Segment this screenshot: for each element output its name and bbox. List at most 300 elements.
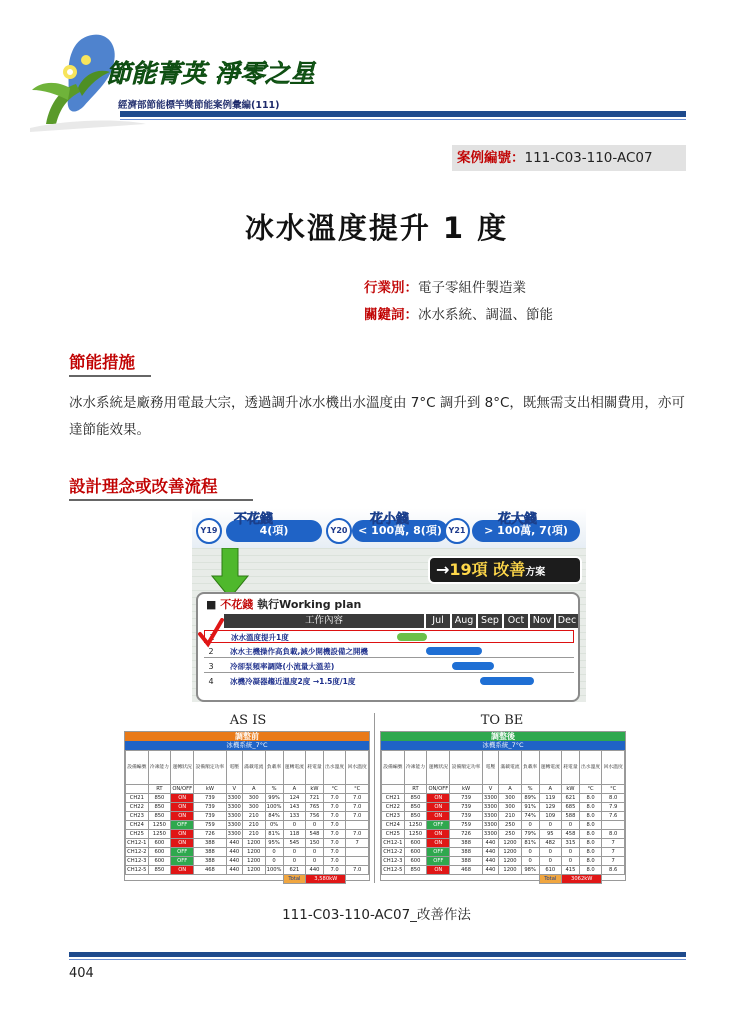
unit-cell: A xyxy=(283,785,306,794)
cost-pill-none: 4(項) xyxy=(226,520,322,542)
unit-cell xyxy=(126,785,149,794)
table-cell: 8.6 xyxy=(602,866,625,875)
table-cell: 74% xyxy=(521,812,539,821)
unit-cell: ON/OFF xyxy=(428,786,449,792)
table-cell: 1250 xyxy=(404,821,427,830)
table-cell: CH23 xyxy=(382,812,405,821)
unit-cell: kW xyxy=(450,785,482,794)
table-cell: 8.0 xyxy=(579,803,602,812)
table-row xyxy=(382,857,625,866)
table-cell: 850 xyxy=(148,866,171,875)
table-cell: 91% xyxy=(521,803,539,812)
table-cell: 7.0 xyxy=(323,848,346,857)
col-header-month: Jul xyxy=(426,614,450,628)
table-cell: 8.0 xyxy=(579,830,602,839)
status-cell: ON xyxy=(171,803,194,812)
logo-title: 節能菁英 淨零之星 xyxy=(106,59,315,88)
status-cell: ON xyxy=(427,839,450,848)
cost-label-none: 不花錢 xyxy=(234,512,274,527)
working-plan-panel xyxy=(196,592,580,702)
table-cell: 1200 xyxy=(499,857,522,866)
header-rule-thin xyxy=(120,119,686,120)
table-cell: CH22 xyxy=(382,803,405,812)
table-cell: 0 xyxy=(539,857,562,866)
table-cell: 0 xyxy=(521,857,539,866)
table-row xyxy=(126,821,369,830)
working-plan-row xyxy=(204,630,574,643)
unit-cell: °C xyxy=(579,785,602,794)
unit-cell: °C xyxy=(323,785,346,794)
table-cell: 1200 xyxy=(242,839,265,848)
table-cell: 739 xyxy=(194,794,226,803)
empty-cell xyxy=(499,875,522,884)
table-cell: 3300 xyxy=(227,822,241,828)
table-cell: 0 xyxy=(562,848,580,857)
table-cell: CH24 xyxy=(126,821,149,830)
table-cell: 8.0 xyxy=(579,866,602,875)
header-rule xyxy=(120,111,686,117)
table-cell: 388 xyxy=(194,839,226,848)
table-cell: 8.0 xyxy=(579,857,602,866)
table-cell: 89% xyxy=(521,794,539,803)
task-number: 4 xyxy=(208,677,214,686)
table-cell: 0 xyxy=(265,857,283,866)
table-cell: 600 xyxy=(148,848,171,857)
table-cell: 250 xyxy=(499,821,522,830)
table-cell: 388 xyxy=(450,857,482,866)
table-cell: 8.0 xyxy=(579,839,602,848)
table-cell: 8.0 xyxy=(579,821,602,830)
table-cell: 388 xyxy=(450,848,482,857)
table-cell: 7.9 xyxy=(602,803,625,812)
table-cell: 600 xyxy=(148,839,171,848)
column-header: 設備額定功率 xyxy=(194,751,226,785)
table-cell: CH25 xyxy=(382,830,405,839)
total-value: 3062kW xyxy=(562,875,602,884)
table-cell: 1200 xyxy=(242,848,265,857)
table-cell: 7.0 xyxy=(323,812,346,821)
table-cell: 99% xyxy=(265,794,283,803)
table-cell: 8.0 xyxy=(579,848,602,857)
table-cell xyxy=(346,848,369,857)
case-number-box xyxy=(452,145,686,171)
table-cell: 739 xyxy=(194,812,226,821)
table-cell: CH12-3 xyxy=(127,858,147,864)
working-plan-title-text: 執行Working plan xyxy=(257,598,362,611)
working-plan-figure xyxy=(192,508,586,702)
column-header: 電壓 xyxy=(482,751,498,785)
before-table-title: 調整前 xyxy=(125,732,369,741)
table-cell: 739 xyxy=(450,803,482,812)
table-unit-row xyxy=(382,785,625,794)
table-cell: CH25 xyxy=(126,830,149,839)
table-cell: 7.0 xyxy=(323,857,346,866)
table-cell: 850 xyxy=(404,794,427,803)
total-value: 3,580kW xyxy=(306,875,346,884)
section-underline xyxy=(69,499,253,501)
task-name: 冰水主機操作高負載,減少開機設備之開機 xyxy=(230,647,368,656)
column-header: 冷凍能力 xyxy=(404,751,427,785)
empty-cell xyxy=(242,875,265,884)
before-data-table xyxy=(125,750,369,884)
column-header: 運轉電流 xyxy=(283,751,306,785)
table-cell: 7.0 xyxy=(346,812,369,821)
table-cell: 0% xyxy=(265,821,283,830)
arrow-right-icon: → xyxy=(436,560,450,579)
table-cell: 721 xyxy=(306,794,324,803)
unit-cell: kW xyxy=(562,785,580,794)
table-cell: 84% xyxy=(265,812,283,821)
unit-cell: V xyxy=(482,785,498,794)
col-header-month: Nov xyxy=(530,614,554,628)
task-name: 冰機冷凝器趨近溫度2度 →1.5度/1度 xyxy=(230,677,356,686)
table-cell: 458 xyxy=(562,830,580,839)
section-heading-design: 設計理念或改善流程 xyxy=(69,477,218,496)
table-cell: 600 xyxy=(148,857,171,866)
empty-cell xyxy=(382,875,405,884)
table-divider xyxy=(374,713,375,883)
table-cell: CH23 xyxy=(126,812,149,821)
unit-cell: RT xyxy=(148,785,171,794)
status-cell: OFF xyxy=(427,821,450,830)
unit-cell: ON/OFF xyxy=(172,786,193,792)
task-name: 冰水溫度提升1度 xyxy=(231,633,289,642)
unit-cell: % xyxy=(521,785,539,794)
table-cell: 600 xyxy=(404,848,427,857)
table-cell: 3300 xyxy=(483,804,498,810)
table-cell: 440 xyxy=(482,857,498,866)
table-cell: 440 xyxy=(482,866,498,875)
table-cell: 440 xyxy=(482,839,498,848)
table-cell: 100% xyxy=(266,867,282,873)
column-header: 耗電量 xyxy=(306,751,324,785)
table-cell: 150 xyxy=(306,839,324,848)
table-cell: 440 xyxy=(226,848,242,857)
column-header: 負載率 xyxy=(265,751,283,785)
table-cell: 81% xyxy=(265,830,283,839)
table-cell: 1200 xyxy=(242,857,265,866)
empty-cell xyxy=(194,875,226,884)
after-table-title: 調整後 xyxy=(381,732,625,741)
table-cell: 388 xyxy=(194,857,226,866)
keywords-line xyxy=(364,303,553,323)
column-header: 回水溫度 xyxy=(346,751,369,785)
table-cell: 3300 xyxy=(227,795,241,801)
working-plan-title: ■ 不花錢 執行Working plan xyxy=(206,598,362,611)
table-cell: 0 xyxy=(539,848,562,857)
table-cell: CH22 xyxy=(126,803,149,812)
table-row xyxy=(126,794,369,803)
table-cell: 0 xyxy=(283,857,306,866)
table-cell: 440 xyxy=(306,866,324,875)
table-cell: 0 xyxy=(306,821,324,830)
column-header: 回水溫度 xyxy=(602,751,625,785)
table-cell: 850 xyxy=(404,803,427,812)
table-cell: 0 xyxy=(562,821,580,830)
after-data-table xyxy=(381,750,625,884)
table-row xyxy=(382,830,625,839)
status-cell: ON xyxy=(171,812,194,821)
table-cell: 0 xyxy=(521,821,539,830)
table-cell: 440 xyxy=(482,848,498,857)
before-after-tables-figure xyxy=(124,713,626,883)
unit-cell: A xyxy=(499,785,522,794)
column-header: 出水溫度 xyxy=(323,751,346,785)
column-header: 設備編號 xyxy=(126,751,149,785)
table-row xyxy=(382,848,625,857)
table-cell: 118 xyxy=(283,830,306,839)
empty-cell xyxy=(404,875,427,884)
table-cell: 8.0 xyxy=(602,830,625,839)
figure-caption: 111-C03-110-AC07_改善作法 xyxy=(282,907,471,923)
table-cell: 79% xyxy=(521,830,539,839)
table-cell: 7.0 xyxy=(323,830,346,839)
table-cell: 7 xyxy=(602,839,625,848)
table-cell: 7.0 xyxy=(346,794,369,803)
table-row xyxy=(382,866,625,875)
improvement-suffix: 方案 xyxy=(525,567,546,578)
table-cell: 685 xyxy=(562,803,580,812)
table-cell: 250 xyxy=(499,830,522,839)
column-header: 運轉狀況 xyxy=(427,751,450,785)
logo-subtitle: 經濟部節能標竿獎節能案例彙編(111) xyxy=(118,100,280,111)
status-cell: ON xyxy=(427,812,450,821)
column-header: 滿載電流 xyxy=(499,751,522,785)
empty-cell xyxy=(482,875,498,884)
table-cell: 850 xyxy=(404,866,427,875)
table-cell: 759 xyxy=(450,821,482,830)
table-cell: 3300 xyxy=(227,831,241,837)
table-row xyxy=(126,839,369,848)
table-cell: 0 xyxy=(539,821,562,830)
table-cell: CH12-3 xyxy=(383,858,403,864)
working-plan-row xyxy=(204,645,574,658)
empty-cell xyxy=(126,875,149,884)
unit-cell: °C xyxy=(602,785,625,794)
checkmark-icon xyxy=(198,618,224,648)
table-cell: 7.0 xyxy=(346,866,369,875)
table-cell: 95% xyxy=(265,839,283,848)
table-cell: 765 xyxy=(306,803,324,812)
table-cell: 124 xyxy=(283,794,306,803)
industry-line xyxy=(364,276,526,296)
table-cell: 7 xyxy=(346,839,369,848)
cost-label-big: 花大錢 xyxy=(498,512,538,527)
table-row xyxy=(382,794,625,803)
cost-pill-big: > 100萬, 7(項) xyxy=(472,520,580,542)
table-cell: 119 xyxy=(539,794,562,803)
table-cell: 81% xyxy=(521,839,539,848)
empty-cell xyxy=(450,875,482,884)
table-cell: 210 xyxy=(242,830,265,839)
table-cell: 95 xyxy=(539,830,562,839)
table-cell: 0 xyxy=(562,857,580,866)
table-cell xyxy=(602,821,625,830)
table-cell: 8.0 xyxy=(579,812,602,821)
table-cell: 621 xyxy=(283,866,306,875)
table-cell: 1250 xyxy=(404,830,427,839)
total-label: Total xyxy=(539,875,562,884)
improvement-label: 改善 xyxy=(493,560,526,579)
table-cell: 129 xyxy=(539,803,562,812)
status-cell: ON xyxy=(171,830,194,839)
empty-cell xyxy=(427,875,450,884)
table-cell: 3300 xyxy=(483,831,498,837)
col-header-task: 工作內容 xyxy=(224,614,424,628)
table-cell: 415 xyxy=(562,866,580,875)
table-cell: 756 xyxy=(306,812,324,821)
table-cell: 7 xyxy=(602,848,625,857)
table-cell: 315 xyxy=(562,839,580,848)
status-cell: ON xyxy=(427,866,450,875)
unit-cell: A xyxy=(242,785,265,794)
unit-cell: RT xyxy=(404,785,427,794)
column-header: 運轉狀況 xyxy=(171,751,194,785)
table-row xyxy=(382,821,625,830)
table-cell: 468 xyxy=(194,866,226,875)
empty-cell xyxy=(226,875,242,884)
year-badge-y20: Y20 xyxy=(326,518,352,544)
page-title: 冰水溫度提升 1 度 xyxy=(244,211,509,245)
table-cell: 133 xyxy=(283,812,306,821)
status-cell: OFF xyxy=(171,857,194,866)
gantt-bar xyxy=(426,647,482,655)
status-cell: OFF xyxy=(427,857,450,866)
column-header: 出水溫度 xyxy=(579,751,602,785)
table-cell: CH21 xyxy=(382,794,405,803)
table-cell: 300 xyxy=(499,803,522,812)
table-cell: CH12-2 xyxy=(383,849,403,855)
column-header: 冷凍能力 xyxy=(148,751,171,785)
table-cell: 0 xyxy=(521,848,539,857)
empty-cell xyxy=(521,875,539,884)
table-row xyxy=(126,803,369,812)
table-cell: 440 xyxy=(226,857,242,866)
table-cell: 3300 xyxy=(483,795,498,801)
table-total-row xyxy=(126,875,369,884)
to-be-label: TO BE xyxy=(480,713,524,728)
table-cell: 7.0 xyxy=(346,830,369,839)
table-row xyxy=(126,848,369,857)
table-cell: 7 xyxy=(602,857,625,866)
industry-label: 行業別： xyxy=(364,280,418,296)
table-cell: 100% xyxy=(266,804,282,810)
status-cell: ON xyxy=(427,794,450,803)
table-cell: 739 xyxy=(194,803,226,812)
table-cell: 440 xyxy=(226,866,242,875)
table-cell: 7.6 xyxy=(602,812,625,821)
table-cell: 588 xyxy=(562,812,580,821)
table-cell: 600 xyxy=(404,839,427,848)
working-plan-row xyxy=(204,660,574,673)
table-cell: 0 xyxy=(306,848,324,857)
status-cell: ON xyxy=(171,839,194,848)
table-cell: 300 xyxy=(499,794,522,803)
unit-cell: kW xyxy=(194,785,226,794)
table-cell: 1250 xyxy=(148,821,171,830)
after-table-panel xyxy=(380,731,626,881)
table-cell: 7.0 xyxy=(323,821,346,830)
industry-value: 電子零組件製造業 xyxy=(418,280,526,296)
column-header: 電壓 xyxy=(226,751,242,785)
footer-rule xyxy=(69,952,686,957)
table-cell: CH12-2 xyxy=(127,849,147,855)
table-cell: CH24 xyxy=(382,821,405,830)
table-header-row xyxy=(126,751,369,785)
as-is-label: AS IS xyxy=(229,713,267,728)
table-cell: 600 xyxy=(404,857,427,866)
table-unit-row xyxy=(126,785,369,794)
table-cell: CH12-1 xyxy=(383,840,403,846)
table-row xyxy=(126,830,369,839)
table-row xyxy=(126,857,369,866)
after-table-subtitle: 冰機系統_7°C xyxy=(381,741,625,750)
table-cell: 210 xyxy=(242,821,265,830)
table-cell: 850 xyxy=(148,803,171,812)
table-cell: 0 xyxy=(283,848,306,857)
table-cell: 739 xyxy=(450,812,482,821)
table-cell: 545 xyxy=(283,839,306,848)
table-cell: CH21 xyxy=(126,794,149,803)
table-cell: CH12-5 xyxy=(127,867,147,873)
table-cell: 7.0 xyxy=(323,866,346,875)
table-cell: 1200 xyxy=(499,848,522,857)
table-cell: 7.0 xyxy=(346,803,369,812)
empty-cell xyxy=(265,875,283,884)
total-label: Total xyxy=(283,875,306,884)
measures-paragraph: 冰水系統是廠務用電最大宗，透過調升冰水機出水溫度由 7°C 調升到 8°C，既無需支出相關費用，亦可達節能效果。 xyxy=(69,395,685,438)
column-header: 耗電量 xyxy=(562,751,580,785)
status-cell: OFF xyxy=(171,848,194,857)
table-cell xyxy=(346,857,369,866)
table-cell: 621 xyxy=(562,794,580,803)
task-number: 2 xyxy=(208,647,214,656)
table-cell: 3300 xyxy=(227,804,241,810)
unit-cell: V xyxy=(226,785,242,794)
col-header-month: Oct xyxy=(504,614,528,628)
table-cell: 3300 xyxy=(483,813,498,819)
table-cell: 850 xyxy=(404,812,427,821)
table-cell: 388 xyxy=(450,839,482,848)
table-cell: 726 xyxy=(450,830,482,839)
table-cell: 388 xyxy=(194,848,226,857)
keywords-value: 冰水系統、調溫、節能 xyxy=(418,307,553,323)
unit-cell: % xyxy=(265,785,283,794)
col-header-month: Dec xyxy=(557,615,577,626)
table-cell: 210 xyxy=(242,812,265,821)
task-name: 冷卻泵頻率調降(小流量大溫差) xyxy=(230,662,335,671)
column-header: 滿載電流 xyxy=(242,751,265,785)
table-cell: 8.0 xyxy=(602,794,625,803)
table-cell: 8.0 xyxy=(579,794,602,803)
table-cell: 0 xyxy=(265,848,283,857)
table-cell: 7.0 xyxy=(323,794,346,803)
table-row xyxy=(126,812,369,821)
table-cell: 0 xyxy=(283,821,306,830)
keywords-label: 關鍵詞： xyxy=(364,307,418,323)
unit-cell: A xyxy=(539,785,562,794)
table-cell: 7.0 xyxy=(323,803,346,812)
table-header-row xyxy=(382,751,625,785)
before-table-subtitle: 冰機系統_7°C xyxy=(125,741,369,750)
improvement-count-box xyxy=(428,556,582,584)
table-total-row xyxy=(382,875,625,884)
case-number-label: 案例編號： xyxy=(457,150,525,166)
table-cell: CH12-5 xyxy=(383,867,403,873)
column-header: 設備編號 xyxy=(382,751,405,785)
footer-rule-thin xyxy=(69,959,686,960)
table-cell: 3300 xyxy=(227,813,241,819)
